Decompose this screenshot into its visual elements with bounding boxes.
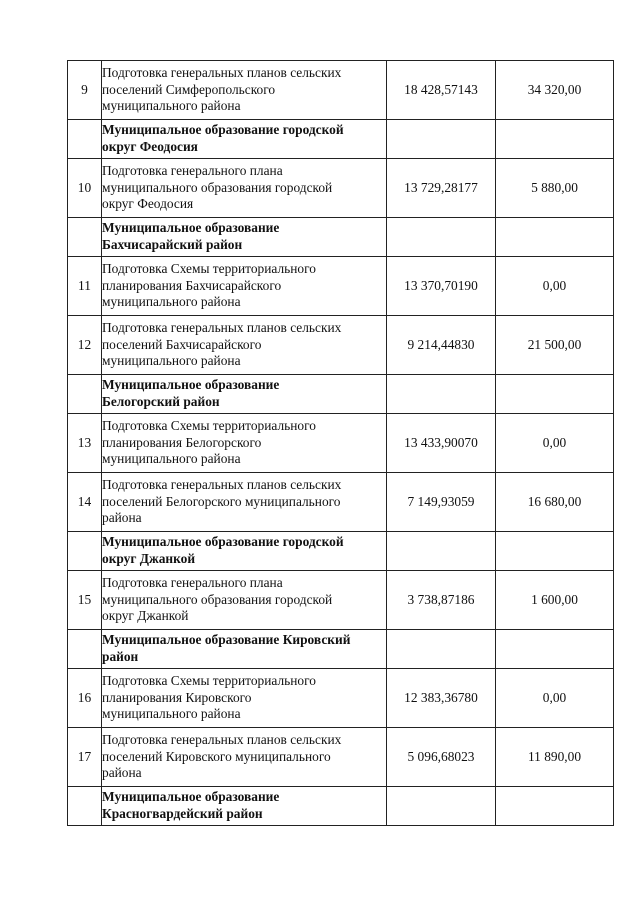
- item-description: [102, 159, 387, 218]
- text-line: Подготовка Схемы территориального: [102, 260, 316, 276]
- amount-cell-2: 1 600,00: [496, 571, 614, 630]
- amount-cell-1: [387, 120, 496, 159]
- text-line: Муниципальное образование: [102, 377, 280, 393]
- row-number: [68, 787, 102, 826]
- amount-cell-1: 13 370,70190: [387, 257, 496, 316]
- row-number: [68, 218, 102, 257]
- row-number: [68, 630, 102, 669]
- text-line: округ Феодосия: [102, 139, 198, 154]
- amount-cell-2: 0,00: [496, 669, 614, 728]
- item-description: [102, 414, 387, 473]
- text-line: Красногвардейский район: [102, 806, 263, 821]
- amount-cell-2: 34 320,00: [496, 61, 614, 120]
- text-line: района: [102, 510, 142, 526]
- table-row: [68, 414, 614, 473]
- row-number: 14: [68, 473, 102, 532]
- text-line: района: [102, 765, 142, 781]
- row-number: 16: [68, 669, 102, 728]
- text-line: муниципального района: [102, 294, 241, 310]
- row-number: [68, 120, 102, 159]
- amount-cell-2: [496, 532, 614, 571]
- item-description: [102, 61, 387, 120]
- table-row: [68, 473, 614, 532]
- text-line: район: [102, 649, 139, 664]
- text-line: округ Джанкой: [102, 608, 189, 624]
- amount-cell-1: [387, 630, 496, 669]
- text-line: Муниципальное образование: [102, 220, 280, 236]
- text-line: Муниципальное образование Кировский: [102, 632, 351, 648]
- item-description: [102, 669, 387, 728]
- amount-cell-1: [387, 218, 496, 257]
- item-description: [102, 257, 387, 316]
- text-line: планирования Бахчисарайского: [102, 277, 282, 293]
- table-row: [68, 61, 614, 120]
- table-row: [68, 728, 614, 787]
- text-line: Подготовка генеральных планов сельских: [102, 319, 342, 335]
- text-line: поселений Бахчисарайского: [102, 336, 262, 352]
- table-row: [68, 257, 614, 316]
- section-title: [102, 120, 387, 159]
- text-line: Подготовка генеральных планов сельских: [102, 64, 342, 80]
- text-line: Подготовка генеральных планов сельских: [102, 476, 342, 492]
- amount-cell-2: 21 500,00: [496, 316, 614, 375]
- row-number: 12: [68, 316, 102, 375]
- text-line: округ Феодосия: [102, 196, 194, 212]
- text-line: муниципального района: [102, 706, 241, 722]
- text-line: Подготовка генерального плана: [102, 162, 283, 178]
- amount-cell-1: 13 729,28177: [387, 159, 496, 218]
- text-line: планирования Белогорского: [102, 434, 262, 450]
- text-line: Подготовка генеральных планов сельских: [102, 731, 342, 747]
- amount-cell-2: [496, 120, 614, 159]
- amount-cell-2: [496, 787, 614, 826]
- text-line: округ Джанкой: [102, 551, 196, 566]
- table-row: [68, 571, 614, 630]
- section-title: [102, 532, 387, 571]
- text-line: поселений Симферопольского: [102, 81, 276, 97]
- section-row: [68, 630, 614, 669]
- amount-cell-2: 5 880,00: [496, 159, 614, 218]
- row-number: [68, 532, 102, 571]
- section-title: [102, 218, 387, 257]
- amount-cell-2: 11 890,00: [496, 728, 614, 787]
- text-line: Подготовка генерального плана: [102, 574, 283, 590]
- amount-cell-2: [496, 375, 614, 414]
- amount-cell-2: 0,00: [496, 414, 614, 473]
- amount-cell-2: [496, 630, 614, 669]
- text-line: Муниципальное образование городской: [102, 534, 344, 550]
- row-number: 13: [68, 414, 102, 473]
- amount-cell-1: 13 433,90070: [387, 414, 496, 473]
- amount-cell-1: 7 149,93059: [387, 473, 496, 532]
- amount-cell-1: 5 096,68023: [387, 728, 496, 787]
- table-row: [68, 669, 614, 728]
- row-number: [68, 375, 102, 414]
- text-line: муниципального образования городской: [102, 179, 333, 195]
- amount-cell-1: [387, 532, 496, 571]
- text-line: муниципального района: [102, 451, 241, 467]
- text-line: Муниципальное образование: [102, 789, 280, 805]
- amount-cell-1: 12 383,36780: [387, 669, 496, 728]
- table-body: [68, 61, 614, 826]
- section-row: [68, 787, 614, 826]
- row-number: 9: [68, 61, 102, 120]
- text-line: муниципального района: [102, 98, 241, 114]
- amount-cell-2: 16 680,00: [496, 473, 614, 532]
- amount-cell-1: 18 428,57143: [387, 61, 496, 120]
- amount-cell-1: [387, 787, 496, 826]
- row-number: 17: [68, 728, 102, 787]
- text-line: Бахчисарайский район: [102, 237, 243, 252]
- item-description: [102, 473, 387, 532]
- row-number: 15: [68, 571, 102, 630]
- table-row: [68, 316, 614, 375]
- text-line: поселений Кировского муниципального: [102, 748, 331, 764]
- item-description: [102, 571, 387, 630]
- amount-cell-1: 3 738,87186: [387, 571, 496, 630]
- amount-cell-2: [496, 218, 614, 257]
- text-line: муниципального района: [102, 353, 241, 369]
- section-row: [68, 532, 614, 571]
- amount-cell-1: [387, 375, 496, 414]
- text-line: поселений Белогорского муниципального: [102, 493, 341, 509]
- text-line: планирования Кировского: [102, 689, 252, 705]
- amount-cell-1: 9 214,44830: [387, 316, 496, 375]
- item-description: [102, 316, 387, 375]
- text-line: Белогорский район: [102, 394, 220, 409]
- section-title: [102, 375, 387, 414]
- section-row: [68, 218, 614, 257]
- section-row: [68, 120, 614, 159]
- section-title: [102, 630, 387, 669]
- row-number: 10: [68, 159, 102, 218]
- table-row: [68, 159, 614, 218]
- document-table: [67, 60, 614, 826]
- text-line: муниципального образования городской: [102, 591, 333, 607]
- amount-cell-2: 0,00: [496, 257, 614, 316]
- text-line: Муниципальное образование городской: [102, 122, 344, 138]
- row-number: 11: [68, 257, 102, 316]
- section-title: [102, 787, 387, 826]
- section-row: [68, 375, 614, 414]
- text-line: Подготовка Схемы территориального: [102, 417, 316, 433]
- item-description: [102, 728, 387, 787]
- text-line: Подготовка Схемы территориального: [102, 672, 316, 688]
